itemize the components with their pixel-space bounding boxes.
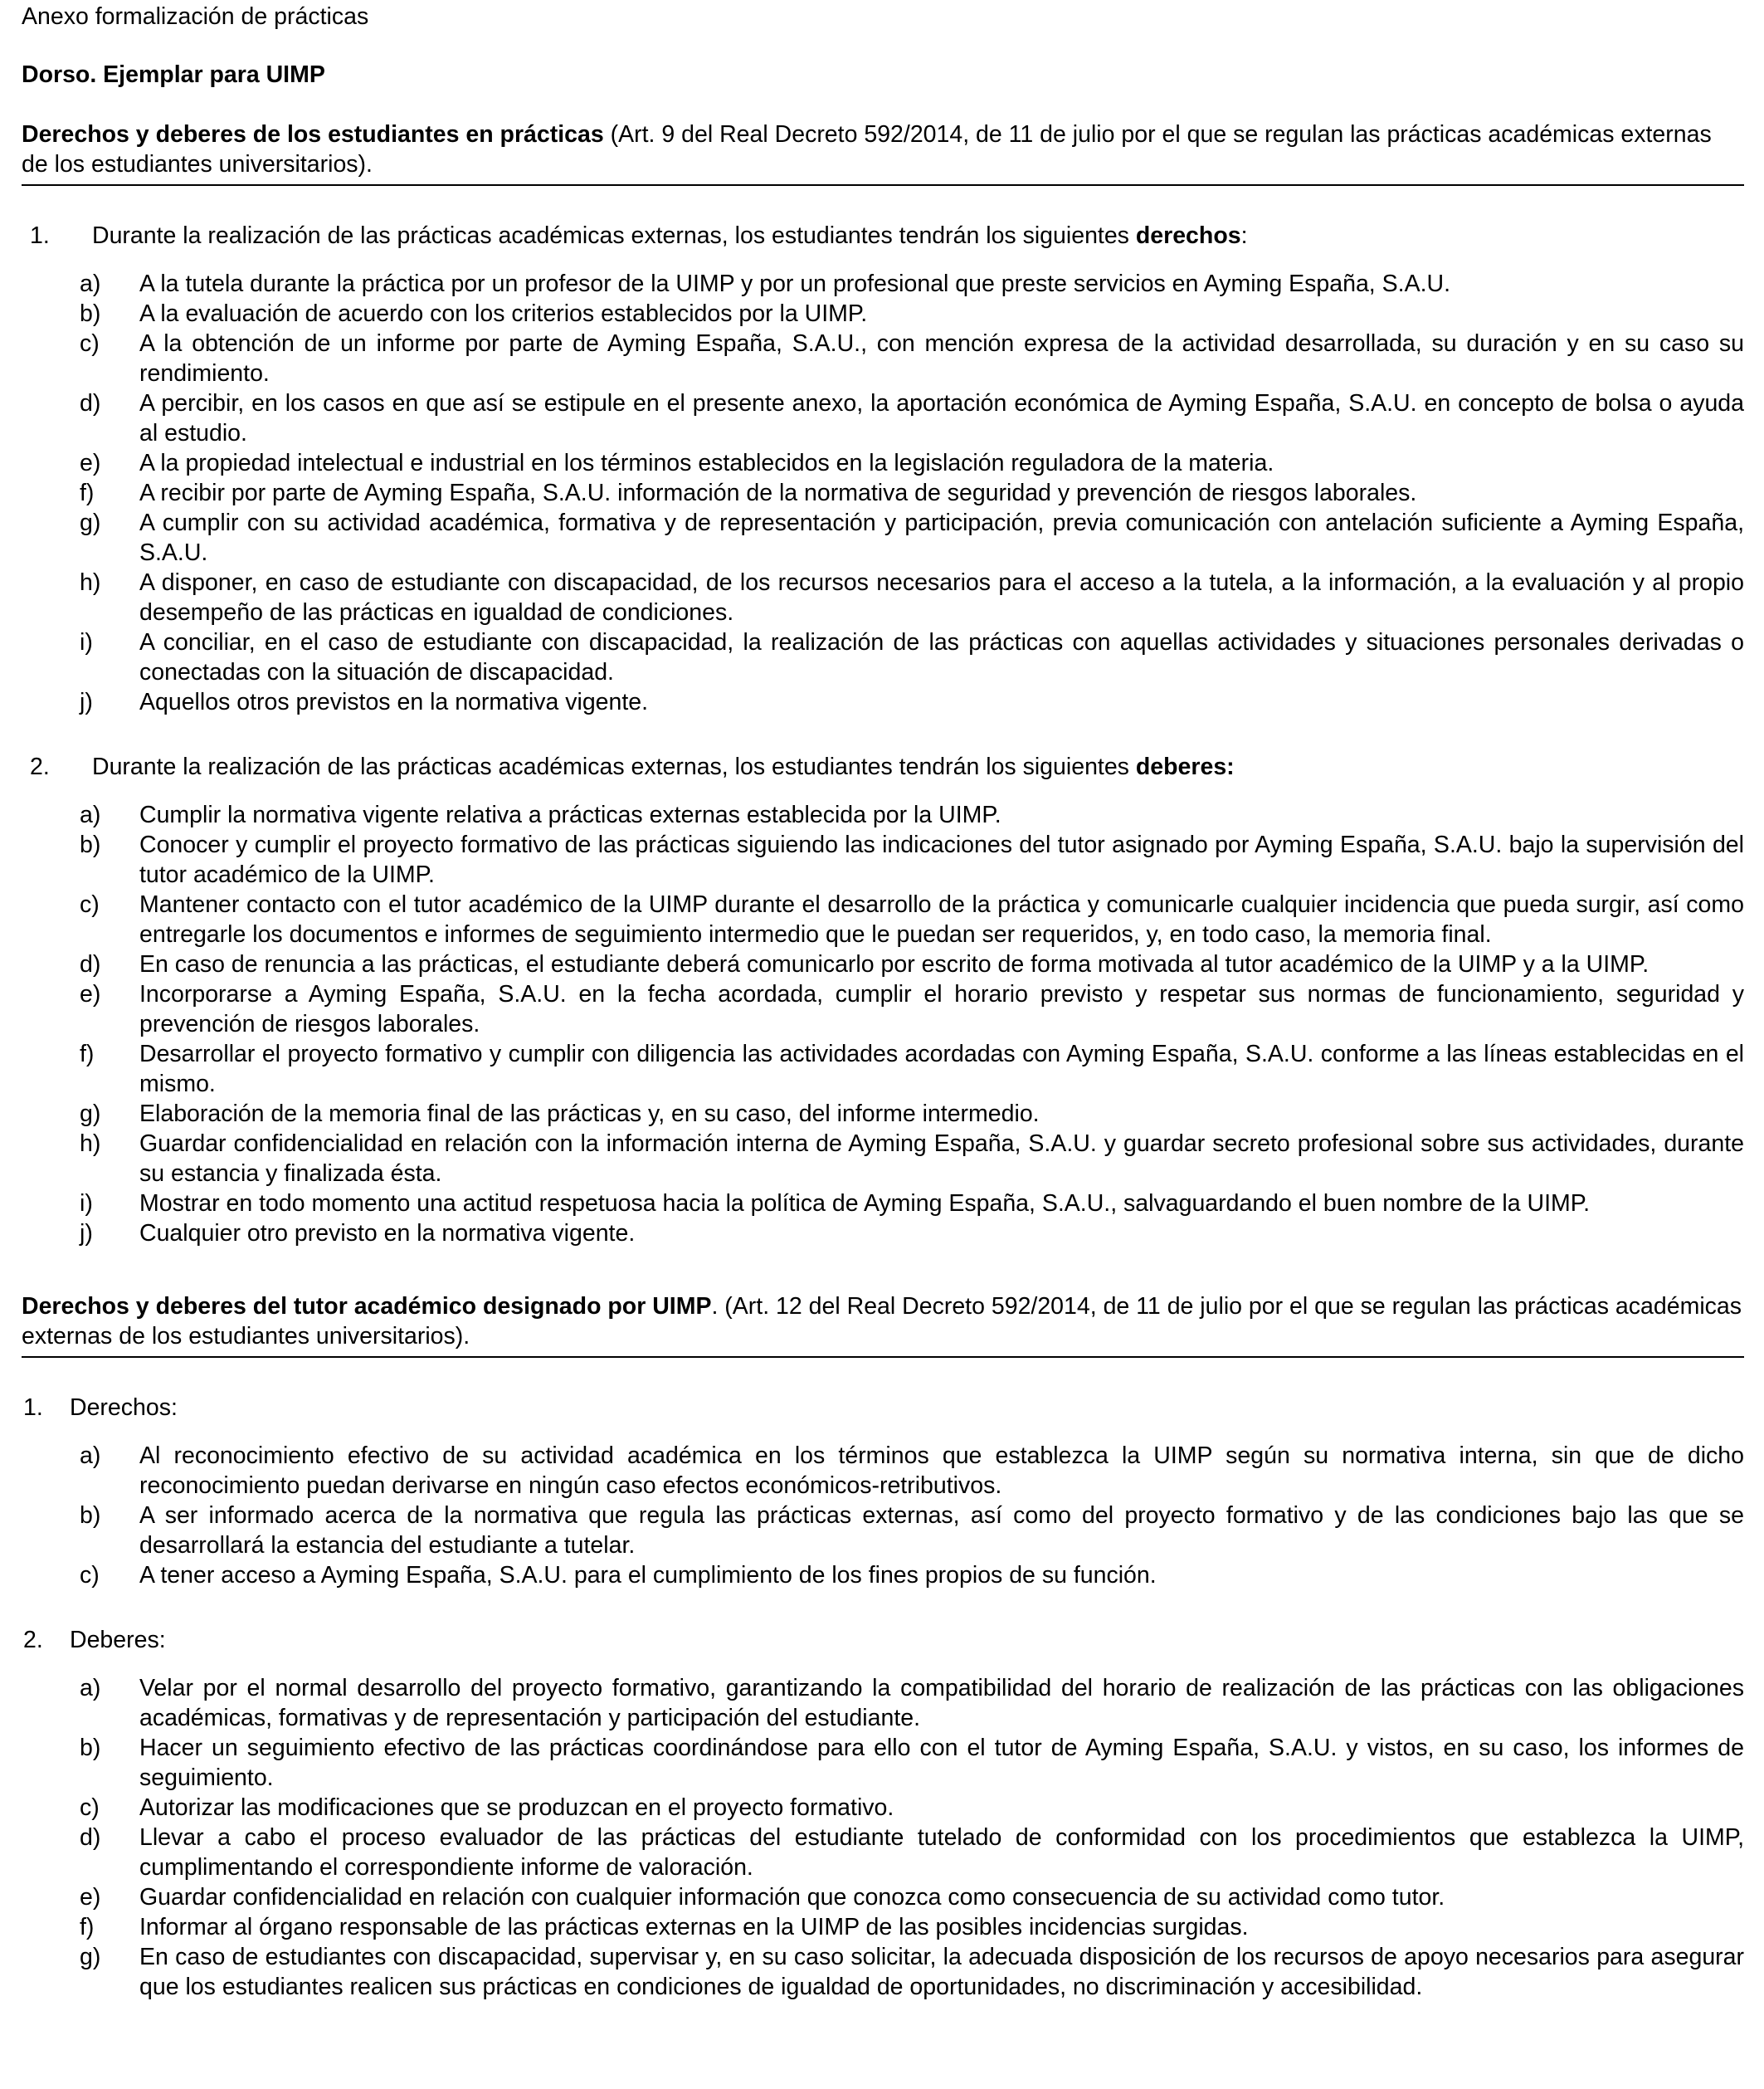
item-text: Velar por el normal desarrollo del proyecto formativo, garantizando la compatibilidad del horario de realización de las prácticas con las obligaciones académicas, formativas y de representación y participación del estudiante. xyxy=(139,1675,1744,1731)
list-item xyxy=(22,1673,1744,1733)
item-text: Cumplir la normativa vigente relativa a prácticas externas establecida por la UIMP. xyxy=(139,802,1001,828)
list-item xyxy=(22,1129,1744,1188)
list-item xyxy=(22,890,1744,949)
list-item xyxy=(22,800,1744,830)
item-letter: c) xyxy=(80,891,100,918)
item-letter: a) xyxy=(80,802,101,828)
item-text: Desarrollar el proyecto formativo y cumplir con diligencia las actividades acordadas con Ayming España, S.A.U. conforme a las líneas establecidas en el mismo. xyxy=(139,1041,1744,1097)
list-item xyxy=(22,979,1744,1039)
item-text: Aquellos otros previstos en la normativa vigente. xyxy=(139,689,649,715)
list-label: Deberes: xyxy=(70,1627,166,1653)
item-text: Conocer y cumplir el proyecto formativo de las prácticas siguiendo las indicaciones del tutor asignado por Ayming España, S.A.U. bajo la supervisión del tutor académico de la UIMP. xyxy=(139,832,1744,888)
list-intro-bold: deberes: xyxy=(1135,754,1235,780)
list-intro: Durante la realización de las prácticas académicas externas, los estudiantes tendrán los siguientes xyxy=(92,222,1136,249)
item-text: A la propiedad intelectual e industrial en los términos establecidos en la legislación reguladora de la materia. xyxy=(139,450,1274,476)
list-heading-student-rights xyxy=(22,221,1744,251)
item-text: A recibir por parte de Ayming España, S.A.U. información de la normativa de seguridad y prevención de riesgos laborales. xyxy=(139,480,1417,506)
list-item xyxy=(22,1882,1744,1912)
item-letter: g) xyxy=(80,1944,101,1970)
section-heading-bold: Derechos y deberes del tutor académico designado por UIMP xyxy=(22,1293,712,1320)
item-text: Informar al órgano responsable de las prácticas externas en la UIMP de las posibles incidencias surgidas. xyxy=(139,1914,1249,1940)
list-item xyxy=(22,269,1744,299)
item-letter: f) xyxy=(80,1041,95,1067)
item-text: A tener acceso a Ayming España, S.A.U. para el cumplimiento de los fines propios de su función. xyxy=(139,1562,1157,1589)
item-text: Cualquier otro previsto en la normativa vigente. xyxy=(139,1220,636,1247)
item-letter: b) xyxy=(80,300,101,327)
item-text: Elaboración de la memoria final de las prácticas y, en su caso, del informe intermedio. xyxy=(139,1101,1040,1127)
item-text: A disponer, en caso de estudiante con discapacidad, de los recursos necesarios para el acceso a la tutela, a la información, a la evaluación y al propio desempeño de las prácticas en igualdad de condiciones. xyxy=(139,569,1744,626)
list-item xyxy=(22,1560,1744,1590)
list-item xyxy=(22,508,1744,568)
student-rights-list xyxy=(22,269,1744,717)
list-item xyxy=(22,687,1744,717)
list-item xyxy=(22,568,1744,627)
item-text: En caso de renuncia a las prácticas, el estudiante deberá comunicarlo por escrito de forma motivada al tutor académico de la UIMP y a la UIMP. xyxy=(139,951,1649,978)
item-text: Guardar confidencialidad en relación con cualquier información que conozca como consecuencia de su actividad como tutor. xyxy=(139,1884,1445,1911)
item-letter: e) xyxy=(80,981,101,1008)
tutor-rights-list xyxy=(22,1441,1744,1590)
item-text: Mantener contacto con el tutor académico de la UIMP durante el desarrollo de la práctica y comunicarle cualquier incidencia que pueda surgir, así como entregarle los documentos e informes de seguimiento intermedio que le puedan ser requeridos, y, en todo caso, la memoria final. xyxy=(139,891,1744,948)
list-item xyxy=(22,1501,1744,1560)
item-letter: a) xyxy=(80,271,101,297)
item-text: Autorizar las modificaciones que se produzcan en el proyecto formativo. xyxy=(139,1794,894,1821)
list-number: 1. xyxy=(23,1394,43,1421)
list-item xyxy=(22,830,1744,890)
section-heading-students xyxy=(22,120,1744,179)
item-letter: b) xyxy=(80,1502,101,1529)
item-text: Mostrar en todo momento una actitud respetuosa hacia la política de Ayming España, S.A.U., salvaguardando el buen nombre de la UIMP. xyxy=(139,1190,1590,1217)
item-letter: d) xyxy=(80,951,101,978)
list-item xyxy=(22,1218,1744,1248)
item-text: Llevar a cabo el proceso evaluador de las prácticas del estudiante tutelado de conformidad con los procedimientos que establezca la UIMP, cumplimentando el correspondiente informe de valoración. xyxy=(139,1824,1744,1881)
dorso-label: Dorso. Ejemplar para UIMP xyxy=(22,61,325,88)
item-letter: a) xyxy=(80,1675,101,1701)
document-page xyxy=(22,0,1744,2002)
document-title: Anexo formalización de prácticas xyxy=(22,3,369,30)
item-letter: d) xyxy=(80,1824,101,1851)
list-item xyxy=(22,388,1744,448)
item-letter: a) xyxy=(80,1442,101,1469)
list-item xyxy=(22,1942,1744,2002)
list-number: 2. xyxy=(23,1627,43,1653)
item-letter: h) xyxy=(80,1130,101,1157)
list-number: 1. xyxy=(30,222,50,249)
divider xyxy=(22,184,1744,186)
list-heading-tutor-duties xyxy=(22,1625,1744,1655)
section-heading-rest: (Art. 9 del Real Decreto 592/2014, de 11 de julio por el que se regulan las prácticas académicas externas de los estudiantes universitarios). xyxy=(22,121,1712,178)
section-heading-bold: Derechos y deberes de los estudiantes en prácticas xyxy=(22,121,604,148)
item-text: A la evaluación de acuerdo con los criterios establecidos por la UIMP. xyxy=(139,300,868,327)
list-item xyxy=(22,329,1744,388)
list-item xyxy=(22,478,1744,508)
item-letter: e) xyxy=(80,450,101,476)
list-item xyxy=(22,1823,1744,1882)
list-number: 2. xyxy=(30,754,50,780)
list-label: Derechos: xyxy=(70,1394,178,1421)
list-intro-end: : xyxy=(1240,222,1248,249)
item-text: A percibir, en los casos en que así se estipule en el presente anexo, la aportación económica de Ayming España, S.A.U. en concepto de bolsa o ayuda al estudio. xyxy=(139,390,1744,447)
list-item xyxy=(22,448,1744,478)
list-intro: Durante la realización de las prácticas académicas externas, los estudiantes tendrán los siguientes xyxy=(92,754,1136,780)
section-heading-tutor xyxy=(22,1291,1744,1351)
item-text: A cumplir con su actividad académica, formativa y de representación y participación, previa comunicación con antelación suficiente a Ayming España, S.A.U. xyxy=(139,510,1744,566)
item-text: Guardar confidencialidad en relación con la información interna de Ayming España, S.A.U. y guardar secreto profesional sobre sus actividades, durante su estancia y finalizada ésta. xyxy=(139,1130,1744,1187)
item-letter: c) xyxy=(80,1794,100,1821)
item-text: Hacer un seguimiento efectivo de las prácticas coordinándose para ello con el tutor de Ayming España, S.A.U. y vistos, en su caso, los informes de seguimiento. xyxy=(139,1735,1744,1791)
item-letter: f) xyxy=(80,480,95,506)
item-letter: g) xyxy=(80,510,101,536)
student-duties-list xyxy=(22,800,1744,1248)
list-heading-student-duties xyxy=(22,752,1744,782)
list-item xyxy=(22,949,1744,979)
list-item xyxy=(22,1039,1744,1099)
list-item xyxy=(22,1912,1744,1942)
item-text: En caso de estudiantes con discapacidad, supervisar y, en su caso solicitar, la adecuada disposición de los recursos de apoyo necesarios para asegurar que los estudiantes realicen sus prácticas en condiciones de igualdad de oportunidades, no discriminación y accesibilidad. xyxy=(139,1944,1744,2000)
item-text: A ser informado acerca de la normativa que regula las prácticas externas, así como del proyecto formativo y de las condiciones bajo las que se desarrollará la estancia del estudiante a tutelar. xyxy=(139,1502,1744,1559)
item-letter: f) xyxy=(80,1914,95,1940)
item-text: Incorporarse a Ayming España, S.A.U. en la fecha acordada, cumplir el horario previsto y respetar sus normas de funcionamiento, seguridad y prevención de riesgos laborales. xyxy=(139,981,1744,1037)
item-letter: j) xyxy=(80,1220,93,1247)
item-letter: i) xyxy=(80,629,93,656)
item-letter: g) xyxy=(80,1101,101,1127)
list-item xyxy=(22,1099,1744,1129)
list-item xyxy=(22,627,1744,687)
list-item xyxy=(22,1188,1744,1218)
item-letter: e) xyxy=(80,1884,101,1911)
list-item xyxy=(22,1733,1744,1793)
item-letter: d) xyxy=(80,390,101,417)
item-letter: b) xyxy=(80,1735,101,1761)
item-text: A la tutela durante la práctica por un profesor de la UIMP y por un profesional que preste servicios en Ayming España, S.A.U. xyxy=(139,271,1450,297)
item-text: A conciliar, en el caso de estudiante con discapacidad, la realización de las prácticas con aquellas actividades y situaciones personales derivadas o conectadas con la situación de discapacidad. xyxy=(139,629,1744,686)
item-letter: c) xyxy=(80,330,100,357)
list-item xyxy=(22,1793,1744,1823)
item-text: Al reconocimiento efectivo de su actividad académica en los términos que establezca la UIMP según su normativa interna, sin que de dicho reconocimiento puedan derivarse en ningún caso efectos económicos-retributivos. xyxy=(139,1442,1744,1499)
item-letter: h) xyxy=(80,569,101,596)
item-letter: j) xyxy=(80,689,93,715)
divider xyxy=(22,1356,1744,1358)
item-letter: i) xyxy=(80,1190,93,1217)
item-letter: c) xyxy=(80,1562,100,1589)
section-heading-rest: . (Art. 12 del Real Decreto 592/2014, de 11 de julio por el que se regulan las prácticas académicas externas de los estudiantes universitarios). xyxy=(22,1293,1742,1350)
list-item xyxy=(22,299,1744,329)
list-item xyxy=(22,1441,1744,1501)
item-text: A la obtención de un informe por parte de Ayming España, S.A.U., con mención expresa de la actividad desarrollada, su duración y en su caso su rendimiento. xyxy=(139,330,1744,387)
list-intro-bold: derechos xyxy=(1135,222,1241,249)
item-letter: b) xyxy=(80,832,101,858)
tutor-duties-list xyxy=(22,1673,1744,2002)
list-heading-tutor-rights xyxy=(22,1393,1744,1423)
